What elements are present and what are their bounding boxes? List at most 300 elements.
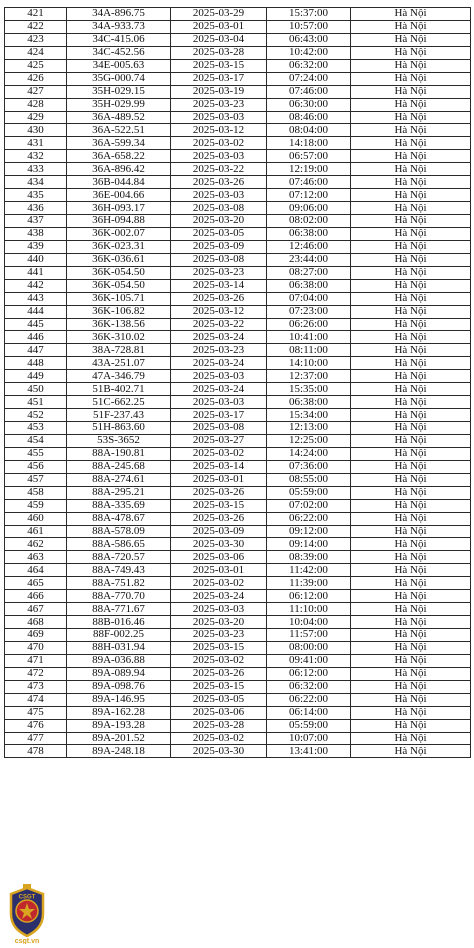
- city-cell: Hà Nội: [351, 447, 471, 460]
- city-cell: Hà Nội: [351, 564, 471, 577]
- city-cell: Hà Nội: [351, 357, 471, 370]
- date-cell: 2025-03-27: [171, 434, 267, 447]
- date-cell: 2025-03-05: [171, 693, 267, 706]
- date-cell: 2025-03-12: [171, 124, 267, 137]
- police-badge-logo: [6, 884, 48, 944]
- date-cell: 2025-03-30: [171, 745, 267, 758]
- plate-number-cell: 51H-863.60: [67, 422, 171, 435]
- row-number-cell: 465: [5, 577, 67, 590]
- time-cell: 09:06:00: [267, 202, 351, 215]
- table-row: [5, 150, 471, 163]
- time-cell: 14:18:00: [267, 137, 351, 150]
- row-number-cell: 478: [5, 745, 67, 758]
- date-cell: 2025-03-26: [171, 292, 267, 305]
- row-number-cell: 469: [5, 629, 67, 642]
- city-cell: Hà Nội: [351, 486, 471, 499]
- city-cell: Hà Nội: [351, 577, 471, 590]
- row-number-cell: 473: [5, 680, 67, 693]
- date-cell: 2025-03-03: [171, 370, 267, 383]
- date-cell: 2025-03-12: [171, 305, 267, 318]
- table-row: [5, 603, 471, 616]
- table-row: [5, 680, 471, 693]
- plate-number-cell: 34E-005.63: [67, 59, 171, 72]
- date-cell: 2025-03-23: [171, 344, 267, 357]
- time-cell: 11:10:00: [267, 603, 351, 616]
- plate-number-cell: 88H-031.94: [67, 641, 171, 654]
- table-row: [5, 551, 471, 564]
- date-cell: 2025-03-02: [171, 577, 267, 590]
- row-number-cell: 455: [5, 447, 67, 460]
- time-cell: 06:57:00: [267, 150, 351, 163]
- city-cell: Hà Nội: [351, 460, 471, 473]
- plate-number-cell: 89A-098.76: [67, 680, 171, 693]
- row-number-cell: 461: [5, 525, 67, 538]
- row-number-cell: 435: [5, 189, 67, 202]
- time-cell: 06:32:00: [267, 59, 351, 72]
- plate-number-cell: 51F-237.43: [67, 409, 171, 422]
- plate-number-cell: 36H-093.17: [67, 202, 171, 215]
- city-cell: Hà Nội: [351, 590, 471, 603]
- date-cell: 2025-03-15: [171, 59, 267, 72]
- row-number-cell: 472: [5, 667, 67, 680]
- plate-number-cell: 36K-054.50: [67, 266, 171, 279]
- time-cell: 10:57:00: [267, 20, 351, 33]
- row-number-cell: 448: [5, 357, 67, 370]
- plate-number-cell: 36K-106.82: [67, 305, 171, 318]
- city-cell: Hà Nội: [351, 253, 471, 266]
- date-cell: 2025-03-03: [171, 111, 267, 124]
- table-row: [5, 20, 471, 33]
- time-cell: 10:07:00: [267, 732, 351, 745]
- table-row: [5, 629, 471, 642]
- table-row: [5, 641, 471, 654]
- table-row: [5, 460, 471, 473]
- row-number-cell: 424: [5, 46, 67, 59]
- city-cell: Hà Nội: [351, 512, 471, 525]
- plate-number-cell: 36H-094.88: [67, 215, 171, 228]
- table-row: [5, 564, 471, 577]
- date-cell: 2025-03-06: [171, 551, 267, 564]
- table-row: [5, 227, 471, 240]
- row-number-cell: 426: [5, 72, 67, 85]
- row-number-cell: 471: [5, 654, 67, 667]
- date-cell: 2025-03-20: [171, 616, 267, 629]
- table-row: [5, 215, 471, 228]
- time-cell: 06:12:00: [267, 667, 351, 680]
- row-number-cell: 447: [5, 344, 67, 357]
- city-cell: Hà Nội: [351, 370, 471, 383]
- city-cell: Hà Nội: [351, 538, 471, 551]
- city-cell: Hà Nội: [351, 266, 471, 279]
- row-number-cell: 436: [5, 202, 67, 215]
- row-number-cell: 463: [5, 551, 67, 564]
- row-number-cell: 429: [5, 111, 67, 124]
- date-cell: 2025-03-30: [171, 538, 267, 551]
- city-cell: Hà Nội: [351, 292, 471, 305]
- date-cell: 2025-03-15: [171, 499, 267, 512]
- city-cell: Hà Nội: [351, 422, 471, 435]
- time-cell: 14:10:00: [267, 357, 351, 370]
- date-cell: 2025-03-02: [171, 654, 267, 667]
- row-number-cell: 432: [5, 150, 67, 163]
- table-row: [5, 318, 471, 331]
- row-number-cell: 459: [5, 499, 67, 512]
- table-row: [5, 189, 471, 202]
- table-row: [5, 59, 471, 72]
- row-number-cell: 433: [5, 163, 67, 176]
- time-cell: 08:11:00: [267, 344, 351, 357]
- row-number-cell: 450: [5, 383, 67, 396]
- time-cell: 08:39:00: [267, 551, 351, 564]
- table-row: [5, 577, 471, 590]
- plate-number-cell: 35G-000.74: [67, 72, 171, 85]
- date-cell: 2025-03-26: [171, 176, 267, 189]
- date-cell: 2025-03-06: [171, 706, 267, 719]
- date-cell: 2025-03-23: [171, 266, 267, 279]
- date-cell: 2025-03-03: [171, 189, 267, 202]
- time-cell: 12:46:00: [267, 240, 351, 253]
- plate-number-cell: 36A-896.42: [67, 163, 171, 176]
- city-cell: Hà Nội: [351, 163, 471, 176]
- row-number-cell: 449: [5, 370, 67, 383]
- city-cell: Hà Nội: [351, 409, 471, 422]
- row-number-cell: 438: [5, 227, 67, 240]
- table-row: [5, 176, 471, 189]
- plate-number-cell: 89A-162.28: [67, 706, 171, 719]
- city-cell: Hà Nội: [351, 629, 471, 642]
- table-row: [5, 111, 471, 124]
- row-number-cell: 446: [5, 331, 67, 344]
- city-cell: Hà Nội: [351, 680, 471, 693]
- city-cell: Hà Nội: [351, 318, 471, 331]
- time-cell: 12:13:00: [267, 422, 351, 435]
- city-cell: Hà Nội: [351, 227, 471, 240]
- city-cell: Hà Nội: [351, 706, 471, 719]
- city-cell: Hà Nội: [351, 732, 471, 745]
- time-cell: 11:57:00: [267, 629, 351, 642]
- time-cell: 09:12:00: [267, 525, 351, 538]
- plate-number-cell: 36A-599.34: [67, 137, 171, 150]
- row-number-cell: 427: [5, 85, 67, 98]
- plate-number-cell: 88B-016.46: [67, 616, 171, 629]
- time-cell: 06:26:00: [267, 318, 351, 331]
- time-cell: 07:24:00: [267, 72, 351, 85]
- plate-number-cell: 89A-146.95: [67, 693, 171, 706]
- date-cell: 2025-03-14: [171, 279, 267, 292]
- row-number-cell: 442: [5, 279, 67, 292]
- plate-number-cell: 88A-245.68: [67, 460, 171, 473]
- plate-number-cell: 88A-190.81: [67, 447, 171, 460]
- plate-number-cell: 34A-933.73: [67, 20, 171, 33]
- time-cell: 08:04:00: [267, 124, 351, 137]
- time-cell: 06:38:00: [267, 396, 351, 409]
- row-number-cell: 475: [5, 706, 67, 719]
- plate-number-cell: 88A-274.61: [67, 473, 171, 486]
- table-row: [5, 590, 471, 603]
- table-row: [5, 447, 471, 460]
- table-row: [5, 240, 471, 253]
- plate-number-cell: 88A-720.57: [67, 551, 171, 564]
- date-cell: 2025-03-15: [171, 641, 267, 654]
- plate-number-cell: 88A-478.67: [67, 512, 171, 525]
- plate-number-cell: 35H-029.15: [67, 85, 171, 98]
- plate-number-cell: 36K-138.56: [67, 318, 171, 331]
- table-row: [5, 8, 471, 21]
- plate-number-cell: 34C-452.56: [67, 46, 171, 59]
- date-cell: 2025-03-26: [171, 667, 267, 680]
- plate-number-cell: 88A-295.21: [67, 486, 171, 499]
- row-number-cell: 430: [5, 124, 67, 137]
- table-row: [5, 409, 471, 422]
- time-cell: 06:14:00: [267, 706, 351, 719]
- table-row: [5, 98, 471, 111]
- row-number-cell: 440: [5, 253, 67, 266]
- date-cell: 2025-03-24: [171, 331, 267, 344]
- date-cell: 2025-03-08: [171, 422, 267, 435]
- city-cell: Hà Nội: [351, 72, 471, 85]
- plate-number-cell: 88F-002.25: [67, 629, 171, 642]
- city-cell: Hà Nội: [351, 202, 471, 215]
- date-cell: 2025-03-24: [171, 357, 267, 370]
- date-cell: 2025-03-24: [171, 383, 267, 396]
- date-cell: 2025-03-22: [171, 318, 267, 331]
- time-cell: 15:35:00: [267, 383, 351, 396]
- table-row: [5, 719, 471, 732]
- time-cell: 11:39:00: [267, 577, 351, 590]
- table-row: [5, 46, 471, 59]
- date-cell: 2025-03-17: [171, 72, 267, 85]
- row-number-cell: 434: [5, 176, 67, 189]
- plate-number-cell: 88A-771.67: [67, 603, 171, 616]
- city-cell: Hà Nội: [351, 137, 471, 150]
- time-cell: 08:27:00: [267, 266, 351, 279]
- table-row: [5, 383, 471, 396]
- date-cell: 2025-03-08: [171, 202, 267, 215]
- city-cell: Hà Nội: [351, 693, 471, 706]
- city-cell: Hà Nội: [351, 654, 471, 667]
- time-cell: 06:30:00: [267, 98, 351, 111]
- plate-number-cell: 36K-054.50: [67, 279, 171, 292]
- time-cell: 05:59:00: [267, 486, 351, 499]
- time-cell: 06:22:00: [267, 512, 351, 525]
- time-cell: 12:19:00: [267, 163, 351, 176]
- date-cell: 2025-03-22: [171, 163, 267, 176]
- city-cell: Hà Nội: [351, 331, 471, 344]
- date-cell: 2025-03-08: [171, 253, 267, 266]
- row-number-cell: 476: [5, 719, 67, 732]
- date-cell: 2025-03-20: [171, 215, 267, 228]
- plate-number-cell: 51C-662.25: [67, 396, 171, 409]
- table-row: [5, 745, 471, 758]
- city-cell: Hà Nội: [351, 59, 471, 72]
- row-number-cell: 443: [5, 292, 67, 305]
- time-cell: 07:46:00: [267, 85, 351, 98]
- plate-number-cell: 88A-586.65: [67, 538, 171, 551]
- plate-number-cell: 88A-749.43: [67, 564, 171, 577]
- plate-number-cell: 89A-201.52: [67, 732, 171, 745]
- plate-number-cell: 36K-105.71: [67, 292, 171, 305]
- plate-number-cell: 47A-346.79: [67, 370, 171, 383]
- row-number-cell: 423: [5, 33, 67, 46]
- badge-caption: csgt.vn: [14, 938, 40, 944]
- city-cell: Hà Nội: [351, 189, 471, 202]
- row-number-cell: 467: [5, 603, 67, 616]
- time-cell: 06:12:00: [267, 590, 351, 603]
- table-row: [5, 292, 471, 305]
- plate-number-cell: 35H-029.99: [67, 98, 171, 111]
- date-cell: 2025-03-14: [171, 460, 267, 473]
- date-cell: 2025-03-02: [171, 447, 267, 460]
- time-cell: 10:41:00: [267, 331, 351, 344]
- time-cell: 11:42:00: [267, 564, 351, 577]
- plate-number-cell: 88A-335.69: [67, 499, 171, 512]
- table-row: [5, 331, 471, 344]
- city-cell: Hà Nội: [351, 396, 471, 409]
- time-cell: 06:38:00: [267, 279, 351, 292]
- time-cell: 08:55:00: [267, 473, 351, 486]
- city-cell: Hà Nội: [351, 305, 471, 318]
- row-number-cell: 477: [5, 732, 67, 745]
- date-cell: 2025-03-26: [171, 512, 267, 525]
- date-cell: 2025-03-23: [171, 98, 267, 111]
- table-row: [5, 732, 471, 745]
- city-cell: Hà Nội: [351, 603, 471, 616]
- city-cell: Hà Nội: [351, 176, 471, 189]
- city-cell: Hà Nội: [351, 745, 471, 758]
- table-row: [5, 33, 471, 46]
- plate-number-cell: 36K-036.61: [67, 253, 171, 266]
- table-row: [5, 357, 471, 370]
- table-row: [5, 202, 471, 215]
- city-cell: Hà Nội: [351, 215, 471, 228]
- plate-number-cell: 89A-036.88: [67, 654, 171, 667]
- time-cell: 14:24:00: [267, 447, 351, 460]
- row-number-cell: 457: [5, 473, 67, 486]
- plate-number-cell: 89A-193.28: [67, 719, 171, 732]
- table-row: [5, 370, 471, 383]
- table-row: [5, 667, 471, 680]
- date-cell: 2025-03-19: [171, 85, 267, 98]
- row-number-cell: 437: [5, 215, 67, 228]
- time-cell: 10:04:00: [267, 616, 351, 629]
- time-cell: 13:41:00: [267, 745, 351, 758]
- date-cell: 2025-03-02: [171, 137, 267, 150]
- date-cell: 2025-03-26: [171, 486, 267, 499]
- plate-number-cell: 36A-522.51: [67, 124, 171, 137]
- table-row: [5, 473, 471, 486]
- row-number-cell: 466: [5, 590, 67, 603]
- time-cell: 07:02:00: [267, 499, 351, 512]
- row-number-cell: 458: [5, 486, 67, 499]
- table-row: [5, 486, 471, 499]
- date-cell: 2025-03-01: [171, 20, 267, 33]
- row-number-cell: 460: [5, 512, 67, 525]
- table-row: [5, 616, 471, 629]
- table-row: [5, 305, 471, 318]
- time-cell: 05:59:00: [267, 719, 351, 732]
- plate-number-cell: 53S-3652: [67, 434, 171, 447]
- table-row: [5, 499, 471, 512]
- city-cell: Hà Nội: [351, 150, 471, 163]
- city-cell: Hà Nội: [351, 240, 471, 253]
- table-row: [5, 72, 471, 85]
- plate-number-cell: 88A-770.70: [67, 590, 171, 603]
- table-row: [5, 137, 471, 150]
- city-cell: Hà Nội: [351, 33, 471, 46]
- city-cell: Hà Nội: [351, 124, 471, 137]
- plate-number-cell: 88A-751.82: [67, 577, 171, 590]
- row-number-cell: 439: [5, 240, 67, 253]
- time-cell: 06:38:00: [267, 227, 351, 240]
- time-cell: 08:46:00: [267, 111, 351, 124]
- date-cell: 2025-03-01: [171, 473, 267, 486]
- time-cell: 06:32:00: [267, 680, 351, 693]
- row-number-cell: 462: [5, 538, 67, 551]
- time-cell: 06:22:00: [267, 693, 351, 706]
- plate-number-cell: 36K-023.31: [67, 240, 171, 253]
- row-number-cell: 422: [5, 20, 67, 33]
- city-cell: Hà Nội: [351, 551, 471, 564]
- date-cell: 2025-03-09: [171, 525, 267, 538]
- plate-number-cell: 36E-004.66: [67, 189, 171, 202]
- row-number-cell: 453: [5, 422, 67, 435]
- row-number-cell: 464: [5, 564, 67, 577]
- date-cell: 2025-03-09: [171, 240, 267, 253]
- row-number-cell: 445: [5, 318, 67, 331]
- badge-text: CSGT: [18, 894, 36, 901]
- date-cell: 2025-03-03: [171, 150, 267, 163]
- row-number-cell: 470: [5, 641, 67, 654]
- time-cell: 06:43:00: [267, 33, 351, 46]
- city-cell: Hà Nội: [351, 719, 471, 732]
- row-number-cell: 468: [5, 616, 67, 629]
- date-cell: 2025-03-28: [171, 46, 267, 59]
- table-body: [5, 8, 471, 758]
- plate-number-cell: 36K-002.07: [67, 227, 171, 240]
- table-row: [5, 266, 471, 279]
- plate-number-cell: 36B-044.84: [67, 176, 171, 189]
- date-cell: 2025-03-24: [171, 590, 267, 603]
- city-cell: Hà Nội: [351, 344, 471, 357]
- time-cell: 07:23:00: [267, 305, 351, 318]
- table-row: [5, 434, 471, 447]
- time-cell: 15:34:00: [267, 409, 351, 422]
- table-row: [5, 525, 471, 538]
- time-cell: 12:25:00: [267, 434, 351, 447]
- plate-number-cell: 34C-415.06: [67, 33, 171, 46]
- plate-number-cell: 34A-896.75: [67, 8, 171, 21]
- date-cell: 2025-03-02: [171, 732, 267, 745]
- row-number-cell: 444: [5, 305, 67, 318]
- plate-number-cell: 89A-089.94: [67, 667, 171, 680]
- time-cell: 09:14:00: [267, 538, 351, 551]
- table-row: [5, 706, 471, 719]
- row-number-cell: 441: [5, 266, 67, 279]
- table-row: [5, 163, 471, 176]
- city-cell: Hà Nội: [351, 8, 471, 21]
- date-cell: 2025-03-03: [171, 396, 267, 409]
- time-cell: 12:37:00: [267, 370, 351, 383]
- date-cell: 2025-03-23: [171, 629, 267, 642]
- time-cell: 15:37:00: [267, 8, 351, 21]
- row-number-cell: 451: [5, 396, 67, 409]
- city-cell: Hà Nội: [351, 499, 471, 512]
- city-cell: Hà Nội: [351, 667, 471, 680]
- table-row: [5, 344, 471, 357]
- row-number-cell: 452: [5, 409, 67, 422]
- city-cell: Hà Nội: [351, 383, 471, 396]
- date-cell: 2025-03-05: [171, 227, 267, 240]
